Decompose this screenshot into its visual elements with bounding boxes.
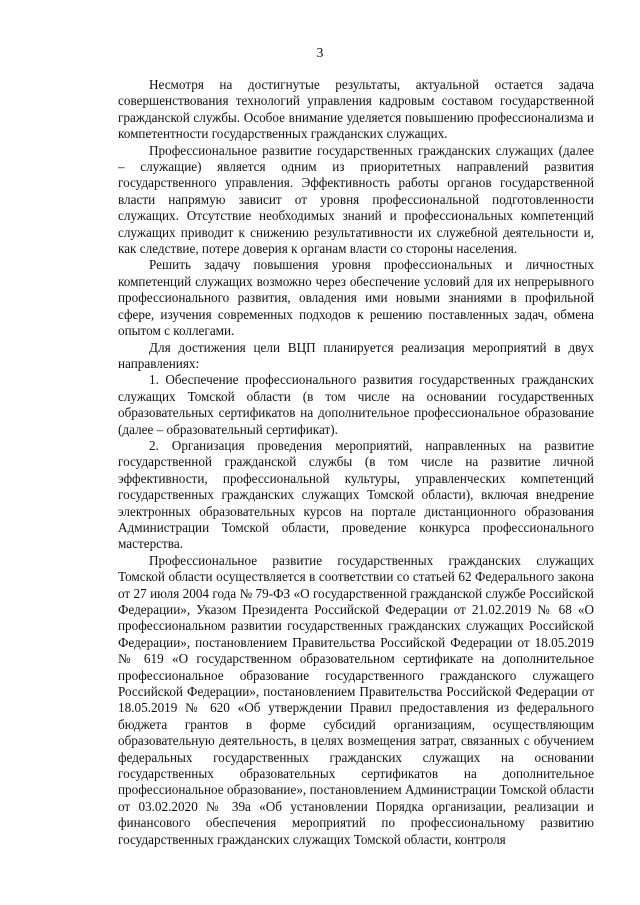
list-item-direction-2: 2. Организация проведения мероприятий, направленных на развитие государственной гражданской службы (в том числе на развитие личной эффективности, профессиональной культуры, управленческих компетенций государственных гражданских служащих Томской области), включая внедрение электронных образовательных курсов на портале дистанционного образования Администрации Томской области, проведение конкурса профессионального мастерства. [118, 437, 594, 552]
paragraph-goal-directions: Для достижения цели ВЦП планируется реализация мероприятий в двух направлениях: [118, 339, 594, 371]
paragraph-competencies: Решить задачу повышения уровня профессиональных и личностных компетенций служащих возможно через обеспечение условий для их непрерывного профессионального развития, овладения ими новыми знаниями в профильной сфере, изучения современных подходов к решению поставленных задач, обмена опытом с коллегами. [118, 257, 594, 339]
list-item-direction-1: 1. Обеспечение профессионального развития государственных гражданских служащих Томской области (в том числе на основании государственных образовательных сертификатов на дополнительное профессиональное образование (далее – образовательный сертификат). [118, 372, 594, 437]
page-number: 3 [316, 45, 324, 60]
document-body [118, 77, 594, 848]
paragraph-results: Несмотря на достигнутые результаты, актуальной остается задача совершенствования технологий управления кадровым составом государственной гражданской службы. Особое внимание уделяется повышению профессионализма и компетентности государственных гражданских служащих. [118, 77, 594, 142]
paragraph-legal-basis: Профессиональное развитие государственных гражданских служащих Томской области осуществляется в соответствии со статьей 62 Федерального закона от 27 июля 2004 года № 79-ФЗ «О государственной гражданской службе Российской Федерации», Указом Президента Российской Федерации от 21.02.2019 № 68 «О профессиональном развитии государственных гражданских служащих Российской Федерации», постановлением Правительства Российской Федерации от 18.05.2019 № 619 «О государственном образовательном сертификате на дополнительное профессиональное образование государственного гражданского служащего Российской Федерации», постановлением Правительства Российской Федерации от 18.05.2019 № 620 «Об утверждении Правил предоставления из федерального бюджета грантов в форме субсидий организациям, осуществляющим образовательную деятельность, в целях возмещения затрат, связанных с обучением федеральных государственных гражданских служащих на основании государственных образовательных сертификатов на дополнительное профессиональное образование», постановлением Администрации Томской области от 03.02.2020 № 39а «Об установлении Порядка организации, реализации и финансового обеспечения мероприятий по профессиональному развитию государственных гражданских служащих Томской области, контроля [118, 552, 594, 847]
paragraph-professional-development: Профессиональное развитие государственных гражданских служащих (далее – служащие) является одним из приоритетных направлений развития государственного управления. Эффективность работы органов государственной власти напрямую зависит от уровня профессиональной подготовленности служащих. Отсутствие необходимых знаний и профессиональных компетенций служащих приводит к снижению результативности их служебной деятельности и, как следствие, потере доверия к органам власти со стороны населения. [118, 142, 594, 257]
